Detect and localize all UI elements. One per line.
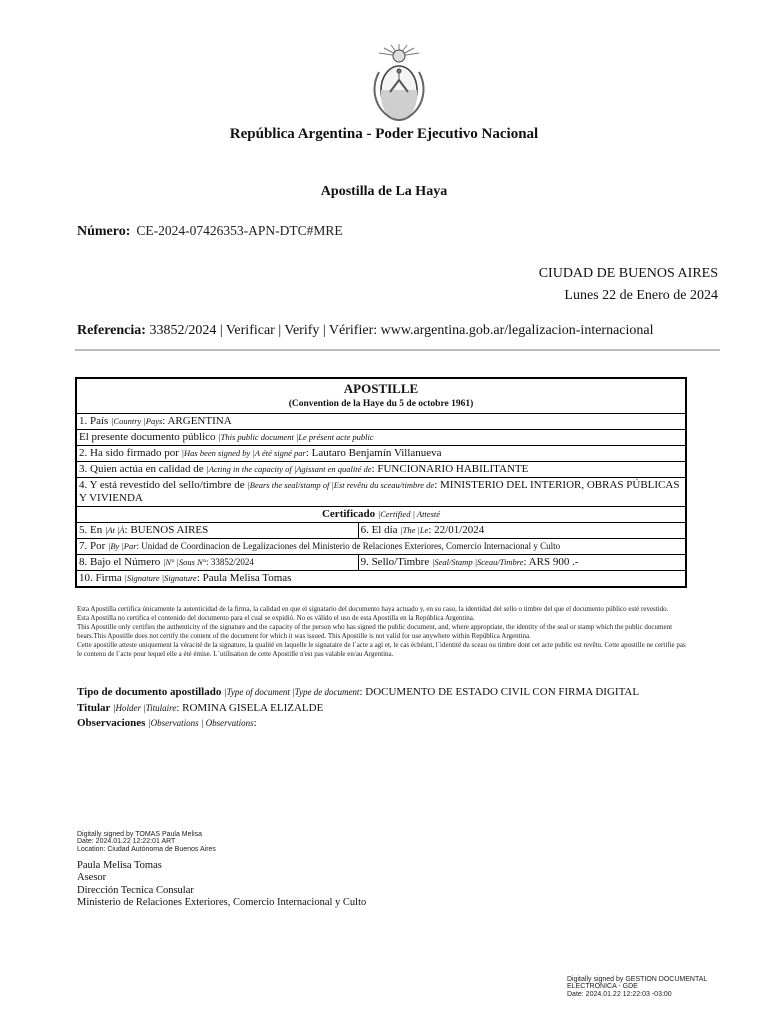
signer-ministry: Ministerio de Relaciones Exteriores, Comercio Internacional y Culto — [77, 896, 367, 908]
reference — [77, 323, 654, 339]
document-details — [77, 685, 639, 732]
signer-name: Paula Melisa Tomas — [77, 860, 162, 871]
row-certified: Certificado |Certified | Attesté — [76, 507, 686, 523]
page-title: República Argentina - Poder Ejecutivo Nacional — [229, 126, 539, 142]
row-signed-by: 2. Ha sido firmado por |Has been signed by |A été signé par: Lautaro Benjamín Villanueva — [76, 446, 686, 462]
coat-of-arms-icon — [367, 42, 431, 124]
row-public-document: El presente documento público |This public document |Le présent acte public — [76, 430, 686, 446]
apostille-table — [75, 377, 687, 588]
city: CIUDAD DE BUENOS AIRES — [538, 266, 718, 281]
document-number — [77, 223, 343, 240]
row-by: 7. Por |By |Par: Unidad de Coordinacion de Legalizaciones del Ministerio de Relaciones Exteriores, Comercio Internacional y Culto — [76, 539, 686, 555]
observations: Observaciones |Observations | Observations: — [77, 717, 257, 729]
signer-block — [77, 860, 366, 909]
row-number: 8. Bajo el Número |N° |Sous N°: 33852/2024 — [76, 555, 358, 571]
numero-value: CE-2024-07426353-APN-DTC#MRE — [136, 223, 343, 238]
legal-notice — [77, 605, 689, 658]
holder: Titular |Holder |Titulaire: ROMINA GISELA ELIZALDE — [77, 701, 324, 714]
signer-unit: Dirección Tecnica Consular — [77, 884, 194, 896]
row-seal-of: 4. Y está revestido del sello/timbre de |Bears the seal/stamp of |Est revêtu du sceau/timbre de: MINISTERIO DEL INTERIOR, OBRAS PÚBLICAS Y VIVIENDA — [76, 478, 686, 507]
legal-paragraph-fr: Cette apostille atteste uniquement la véracité de la signature, la qualité en laquelle le signataire de l´acte a agi et, le cas échéant, l´identité du sceau ou timbre dont cet acte public est revêtu. Cette apostille ne certifie pas le contenu de l´acte pour lequel elle a été émise. L´utilisation de cette Apostille n'est pas valable en/au Argentina. — [77, 640, 686, 658]
divider — [75, 349, 720, 351]
row-place: 5. En |At |À: BUENOS AIRES — [76, 523, 358, 539]
apostille-convention: (Convention de la Haye du 5 de octobre 1961) — [288, 399, 474, 409]
row-date: 6. El día |The |Le: 22/01/2024 — [358, 523, 686, 539]
row-capacity: 3. Quien actúa en calidad de |Acting in the capacity of |Agissant en qualité de: FUNCIONARIO HABILITANTE — [76, 462, 686, 478]
apostille-title: APOSTILLE — [343, 381, 419, 396]
row-seal-stamp: 9. Sello/Timbre |Seal/Stamp |Sceau/Timbre: ARS 900 .- — [358, 555, 686, 571]
row-country: 1. País |Country |Pays: ARGENTINA — [76, 414, 686, 430]
legal-paragraph-es-2: Esta Apostilla no certifica el contenido del documento para el cual se expidió. No es válido el uso de esta Apostilla en la República Argentina. — [77, 613, 475, 622]
digital-signature-1: Digitally signed by TOMAS Paula Melisa Date: 2024.01.22 12:22:01 ART Location: Ciudad Autónoma de Buenos Aires — [77, 831, 216, 853]
referencia-value: 33852/2024 | Verificar | Verify | Vérifier: www.argentina.gob.ar/legalizacion-internacional — [149, 323, 654, 338]
legal-paragraph-es-1: Esta Apostilla certifica únicamente la autenticidad de la firma, la calidad en que el signatario del documento haya actuado y, en su caso, la identidad del sello o timbre del que el documento público esté revestido. — [77, 605, 669, 613]
document-type: Tipo de documento apostillado |Type of document |Type de document: DOCUMENTO DE ESTADO CIVIL CON FIRMA DIGITAL — [77, 686, 640, 698]
document-subtitle: Apostilla de La Haya — [320, 184, 448, 199]
referencia-label: Referencia: — [77, 323, 146, 338]
numero-label: Número: — [77, 224, 131, 239]
row-signature: 10. Firma |Signature |Signature: Paula Melisa Tomas — [76, 571, 686, 588]
signer-role: Asesor — [77, 872, 107, 884]
issue-date: Lunes 22 de Enero de 2024 — [564, 288, 718, 303]
digital-signature-2: Digitally signed by GESTION DOCUMENTAL ELECTRONICA - GDE Date: 2024.01.22 12:22:03 -03:00 — [567, 976, 708, 998]
apostille-header — [76, 378, 686, 414]
legal-paragraph-en: This Apostille only certifies the authenticity of the signature and the capacity of the person who has signed the public document, and, where appropriate, the identity of the seal or stamp which the public document bears.This Apostille does not certify the content of the document for which it was issued. This Apostille is not valid for use anywhere within República Argentina. — [77, 622, 673, 640]
place-and-date — [539, 263, 718, 307]
